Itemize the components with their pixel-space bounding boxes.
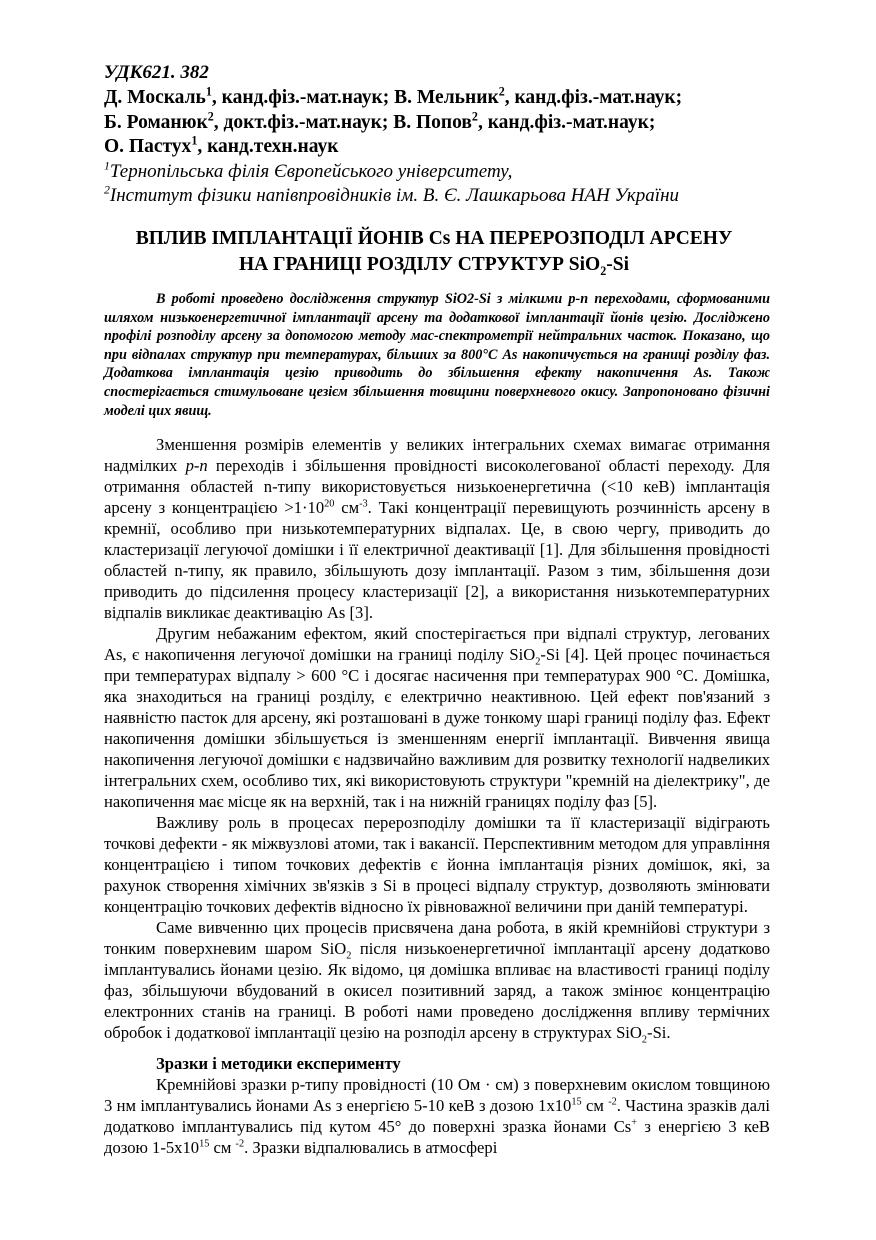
text-run: після низькоенергетичної імплантації арсену додатково імплантувались йонами цезію. Як відомо, ця домішка впливає на властивості границі поділу фаз, збільшуючи вбудований в окисел позитивний заряд, а також змінює концентрацію електронних станів на границі. В роботі нами проведено дослідження впливу термічних обробок і додаткової імплантації цезію на розподіл арсену в структурах SiO (104, 939, 770, 1042)
author-name: О. Пастух (104, 136, 192, 157)
author-degree: , канд.фіз.-мат.наук; (211, 87, 395, 108)
author-degree: , канд.техн.наук (197, 136, 339, 157)
abstract: В роботі проведено дослідження структур SiO2-Si з мілкими р-n переходами, сформованими шляхом низькоенергетичної імплантації арсену та додаткової імплантації йонів цезію. Досліджено профілі розподілу арсену за допомогою методу мас-спектрометрії нейтральних часток. Показано, що при відпалах структур при температурах, більших за 800°С As накопичується на границі розділу фаз. Додаткова імплантація цезію приводить до збільшення ефекту накопичення As. Також спостерігається стимульоване цезієм збільшення товщини поверхневого окису. Запропоновано фізичні моделі цих явищ. (104, 291, 770, 419)
text-run: -Si [4]. Цей процес починається при температурах відпалу > 600 °С і досягає насичення при температурах 900 °С. Домішка, яка знаходиться на границі розділу, є електрично неактивною. Цей ефект пов'язаний з наявністю пасток для арсену, які розташовані в дуже тонкому шарі границі поділу фаз. Ефект накопичення домішки збільшується із зменшенням енергії імплантації. Вивчення явища накопичення легуючої домішки є надзвичайно важливим для розвитку технології надвеликих інтегральних схем, особливо тих, які використовують структури "кремній на діелектрику", де накопичення має місце як на верхній, так і на нижній границях поділу фаз [5]. (104, 645, 770, 811)
text-run: см (581, 1096, 609, 1115)
text-run: см (334, 498, 360, 517)
title-line-2-end: -Si (606, 254, 630, 275)
text-run: Саме вивченню цих процесів присвячена дана робота, в якій кремнійові структури з тонким поверхневим шаром SiO (104, 918, 770, 958)
author-name: Б. Романюк (104, 111, 208, 133)
superscript: 20 (324, 498, 335, 510)
affiliation-mark: 2 (104, 183, 110, 197)
author-affiliation-mark: 2 (498, 84, 505, 99)
superscript: -2 (608, 1096, 617, 1108)
author-affiliation-mark: 1 (205, 84, 212, 99)
superscript: 15 (571, 1096, 582, 1108)
text-run: см (209, 1138, 236, 1157)
text-run: Зменшення розмірів елементів у великих інтегральних схемах вимагає отримання надмілких (104, 435, 770, 475)
author-affiliation-mark: 1 (191, 133, 198, 148)
paragraph-3: Важливу роль в процесах перерозподілу домішки та її кластеризації відіграють точкові дефекти - як міжвузлові атоми, так і вакансії. Перспективним методом для управління концентрацією і типом точкових дефектів є йонна імплантація різних домішок, які, за рахунок створення хімічних зв'язків з Si в процесі відпалу структур, дозволяють змінювати концентрацію точкових дефектів відносно їх рівноважної величини при даній температурі. (104, 813, 770, 916)
author-degree: , канд.фіз.-мат.наук; (477, 111, 656, 133)
paragraph-2 (104, 623, 770, 812)
text-run: Кремнійові зразки p-типу провідності (10 Ом · см) з поверхневим окислом товщиною 3 нм імплантувались йонами As з енергією 5-10 кеВ з дозою 1х10 (104, 1075, 770, 1115)
section-paragraph (104, 1074, 770, 1158)
author-list (104, 86, 844, 160)
affiliations (104, 160, 844, 208)
affiliation-text: Тернопільська філія Європейського університету, (109, 161, 513, 182)
author-affiliation-mark: 2 (207, 109, 214, 123)
subscript: 2 (346, 950, 352, 962)
text-run: з енергією 3 кеВ дозою 1-5х10 (104, 1117, 771, 1157)
author-affiliation-mark: 2 (471, 109, 478, 123)
subscript: 2 (641, 1034, 648, 1046)
affiliation-mark: 1 (104, 159, 110, 173)
superscript: 15 (199, 1138, 210, 1150)
text-run: -Si. (647, 1023, 671, 1042)
title-line-2 (238, 254, 630, 278)
author-name: В. Попов (393, 111, 472, 133)
italic-run: p-n (185, 456, 208, 475)
superscript: -3 (359, 498, 368, 510)
superscript: -2 (235, 1138, 245, 1150)
paper-title (104, 226, 764, 278)
paragraph-4 (104, 917, 770, 1046)
section-heading: Зразки і методики експерименту (156, 1054, 401, 1073)
udc-code: УДК621. 382 (104, 62, 209, 83)
author-degree: , докт.фіз.-мат.наук; (213, 111, 394, 133)
text-run: . Зразки відпалювались в атмосфері (244, 1138, 498, 1157)
text-run: . Частина зразків далі додатково імплантувались під кутом 45° до поверхні зразка йонами Cs (104, 1096, 771, 1136)
author-degree: , канд.фіз.-мат.наук; (504, 87, 683, 108)
text-run: Другим небажаним ефектом, який спостерігається при відпалі структур, легованих As, є накопичення легуючої домішки на границі поділу SiO (104, 624, 770, 664)
author-name: Д. Москаль (104, 87, 206, 108)
title-subscript: 2 (600, 263, 607, 278)
text-run: переходів і збільшення провідності високолегованої області переходу. Для отримання областей n-типу використовується низькоенергетична (<10 кеВ) імплантація арсену з концентрацією >1·10 (104, 456, 771, 517)
affiliation-text: Інститут фізики напівпровідників ім. В. Є. Лашкарьова НАН України (109, 185, 680, 206)
text-run: . Такі концентрації перевищують розчинність арсену в кремнії, особливо при низькотемпературних відпалах. Це, в свою чергу, приводить до кластеризації легуючої домішки і її електричної деактивації [1]. Для збільшення провідності областей n-типу, як правило, збільшують дозу імплантації. Разом з тим, збільшення дози приводить до підсилення процесу кластеризації [2], а використання низькотемпературних відпалів викликає деактивацію As [3]. (104, 498, 770, 622)
subscript: 2 (535, 656, 541, 668)
body-text (104, 434, 770, 1158)
title-line-2-text: НА ГРАНИЦІ РОЗДІЛУ СТРУКТУР SiO (238, 254, 601, 275)
author-name: В. Мельник (394, 87, 499, 108)
paragraph-1 (104, 434, 770, 623)
superscript: + (631, 1117, 638, 1129)
title-line-1: ВПЛИВ ІМПЛАНТАЦІЇ ЙОНІВ Cs НА ПЕРЕРОЗПОДІЛ АРСЕНУ (135, 228, 733, 249)
